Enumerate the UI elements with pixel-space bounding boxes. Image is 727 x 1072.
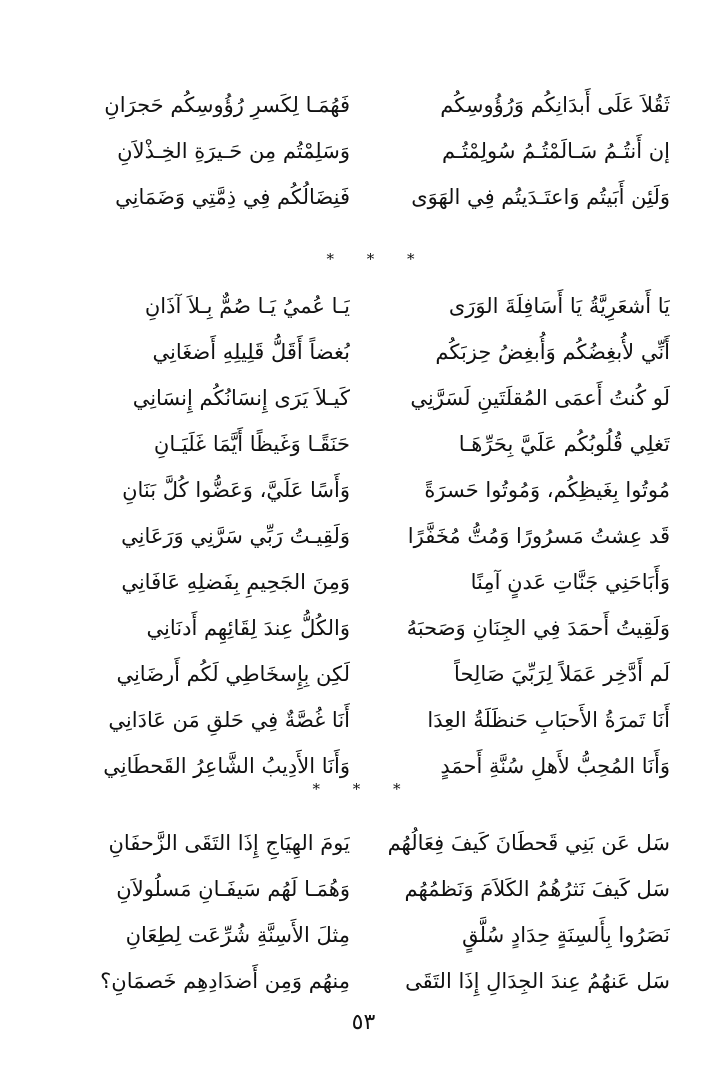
verse-second-hemistich: وَالكُلُّ عِندَ لِقَائِهِم أَدنَانِي [146,616,350,640]
verse-first-hemistich: وَلَقِيتُ أَحمَدَ فِي الجِنَانِ وَصَحبَهُ [406,616,670,640]
verse-second-hemistich: وَلَقِيـتُ رَبِّي سَرَّنِي وَرَعَانِي [121,524,350,548]
verse-first-hemistich: يَا أَشعَرِيَّةُ يَا أَسَافِلَةَ الوَرَى [448,294,670,318]
verse [60,174,670,220]
verse [60,128,670,174]
verse-first-hemistich: إن أَنتُـمُ سَـالَمْتُـمُ سُولِمْتُـم [441,139,670,163]
verse-second-hemistich: مِثلَ الأَسِنَّةِ شُرِّعَت لِطِعَانِ [125,923,350,947]
verse-second-hemistich: وَمِنَ الجَحِيمِ بِفَضلِهِ عَافَانِي [121,570,350,594]
verse-first-hemistich: سَل كَيفَ نَثرُهُمُ الكَلاَمَ وَنَظمُهُم [404,877,670,901]
verse [60,421,670,467]
poem-section-3 [60,820,670,1004]
verse-second-hemistich: لَكِن بِإِسخَاطِي لَكُم أَرضَانِي [116,662,350,686]
verse-first-hemistich: سَل عَن بَنِي قَحطَانَ كَيفَ فِعَالُهُم [387,831,670,855]
verse-second-hemistich: كَيـلاَ يَرَى إِنسَانُكُم إِنسَانِي [132,386,350,410]
verse-first-hemistich: نَصَرُوا بِأَلسِنَةٍ حِدَادٍ سُلَّقٍ [462,923,670,947]
verse-first-hemistich: قَد عِشتُ مَسرُورًا وَمُتُّ مُخَفَّرًا [407,524,670,548]
verse [60,866,670,912]
verse-second-hemistich: بُغضاً أَقَلُّ قَلِيلِهِ أَضغَانِي [152,340,350,364]
poem-section-1 [60,82,670,220]
verse [60,697,670,743]
verse-first-hemistich: تَغلِي قُلُوبُكُم عَلَيَّ بِحَرِّهَـا [458,432,670,456]
verse [60,329,670,375]
verse [60,559,670,605]
section-separator: * * * [326,250,429,268]
verse-second-hemistich: فَنِضَالُكُم فِي ذِمَّتِي وَضَمَانِي [115,185,350,209]
verse-second-hemistich: حَنَقًـا وَغَيظًا أَيَّمَا غَلَيَـانِ [153,432,350,456]
verse-first-hemistich: سَل عَنهُمُ عِندَ الجِدَالِ إِذَا التَقَى [405,969,670,993]
verse-second-hemistich: مِنهُم وَمِن أَضدَادِهِم خَصمَانِ؟ [100,969,350,993]
verse [60,820,670,866]
verse [60,605,670,651]
verse [60,513,670,559]
verse-second-hemistich: أَنَا غُصَّةٌ فِي حَلقِ مَن عَادَانِي [108,708,350,732]
verse [60,283,670,329]
verse-first-hemistich: وَأَنَا المُحِبُّ لأَهلِ سُنَّةِ أَحمَدٍ [440,754,670,778]
poem-section-2 [60,283,670,789]
verse-first-hemistich: مُوتُوا بِغَيظِكُم، وَمُوتُوا حَسرَةً [424,478,670,502]
verse-first-hemistich: لَو كُنتُ أَعمَى المُقلَتَينِ لَسَرَّنِي [410,386,670,410]
verse-second-hemistich: وَهُمَـا لَهُم سَيفَـانِ مَسلُولاَنِ [116,877,350,901]
verse-first-hemistich: وَلَئِن أَبَيتُم وَاعتَـدَيتُم فِي الهَوَى [411,185,670,209]
verse-first-hemistich: لَم أَدَّخِر عَمَلاً لِرَبِّيَ صَالِحاً [454,662,670,686]
verse-second-hemistich: فَهُمَـا لِكَسرِ رُؤُوسِكُم حَجرَانِ [104,93,350,117]
verse-first-hemistich: أَنَا تَمرَةُ الأَحبَابِ حَنظَلَةُ العِدَا [427,708,670,732]
verse-second-hemistich: وَأَسًا عَلَيَّ، وَعَضُّوا كُلَّ بَنَانِ [122,478,350,502]
page-number: ٥٣ [351,1010,376,1035]
verse-second-hemistich: يَـا عُميُ يَـا صُمٌّ بِـلاَ آذَانِ [144,294,350,318]
verse [60,82,670,128]
section-separator: * * * [312,780,415,798]
verse-second-hemistich: وَسَلِمْتُم مِن حَـيرَةِ الخِـذْلاَنِ [117,139,350,163]
verse-first-hemistich: وَأَبَاحَنِي جَنَّاتِ عَدنٍ آمِنًا [470,570,670,594]
verse [60,375,670,421]
verse-first-hemistich: ثَقُلاَ عَلَى أَبدَانِكُم وَرُؤُوسِكُم [440,93,670,117]
verse [60,467,670,513]
verse-second-hemistich: يَومَ الهِيَاجِ إِذَا التَقَى الزَّحفَانِ [108,831,350,855]
verse [60,912,670,958]
verse-first-hemistich: أَنِّي لأُبغِضُكُم وَأُبغِضُ حِزبَكُم [435,340,670,364]
verse [60,958,670,1004]
verse [60,651,670,697]
verse-second-hemistich: وَأَنَا الأَدِيبُ الشَّاعِرُ القَحطَانِي [103,754,350,778]
